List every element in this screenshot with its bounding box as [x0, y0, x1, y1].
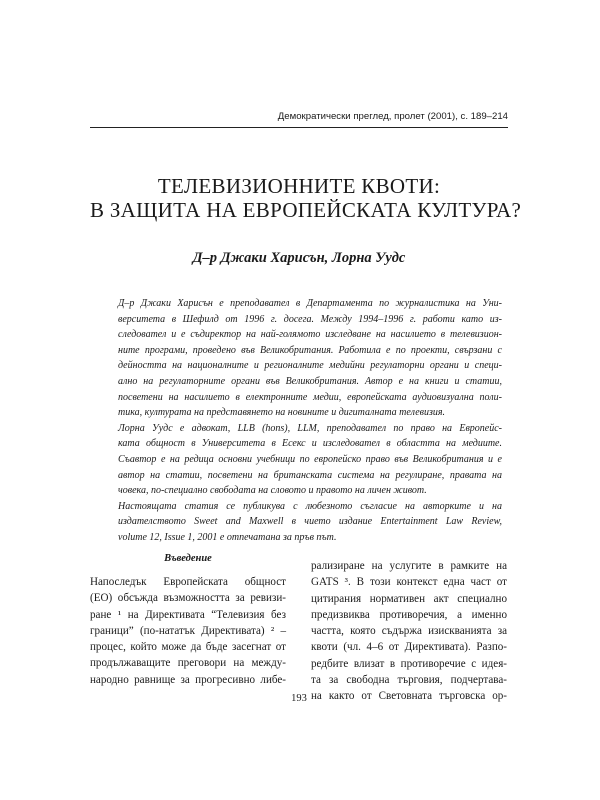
abstract-line: тика, културата на представянето на новините и дигиталната телевизия. — [118, 407, 446, 419]
abstract-line: дейността на националните и регионалните медийни регулаторни органи и специ- — [118, 360, 502, 372]
body-line: цитирания нормативен акт специално — [311, 592, 507, 605]
running-head: Демократически преглед, пролет (2001), с. 189–214 — [277, 111, 508, 122]
body-line: народно равнище за прогресивно либе- — [90, 673, 286, 686]
header-rule — [90, 127, 508, 128]
body-line: граници” (по-нататък Директивата) ² – — [90, 624, 286, 637]
abstract-line: ално на регулаторните органи във Великобритания. Автор е на книги и статии, — [118, 375, 502, 387]
body-line: редбите влизат в противоречие с идея- — [311, 657, 507, 670]
body-line: ране ¹ на Директивата “Телевизия без — [90, 608, 286, 621]
abstract-line: следовател и е съдиректор на най-голямото изследване на насилието в телевизион- — [118, 329, 502, 341]
abstract-line: верситета в Шефилд от 1996 г. досега. Между 1994–1996 г. работи като из- — [118, 313, 502, 325]
abstract-line: посветени на насилието в електронните медии, европейската аудиовизуална поли- — [118, 391, 502, 403]
article-authors: Д–р Джаки Харисън, Лорна Уудс — [192, 250, 406, 266]
abstract-line: Настоящата статия се публикува с любезното съгласие на авторките и на — [118, 500, 502, 512]
body-line: Напоследък Европейската общност — [90, 576, 286, 588]
abstract-line: ните програми, проведено във Великобритания. Работила е по проекти, свързани с — [118, 344, 502, 356]
abstract-line: автор на статии, посветени на британската система на регулиране, правата на — [118, 469, 502, 481]
body-column-left — [90, 574, 286, 688]
body-line: та за свободна търговия, подчертава- — [311, 674, 507, 687]
abstract-line: Съавтор е на редица основни учебници по европейско право във Великобритания и е — [118, 453, 502, 465]
body-column-right — [311, 558, 507, 705]
abstract-line: човека, по-специално свободата на словото и правото на личен живот. — [118, 485, 427, 497]
section-heading-introduction: Въведение — [164, 553, 212, 564]
abstract-line: volume 12, Issue 1, 2001 е отпечатана за пръв път. — [118, 531, 337, 543]
body-line: рализиране на услугите в рамките на — [311, 560, 507, 572]
page-number: 193 — [291, 693, 307, 704]
body-line: процес, който може да бъде засегнат от — [90, 641, 286, 654]
article-title-line-1: ТЕЛЕВИЗИОННИТЕ КВОТИ: — [157, 174, 441, 198]
body-line: частта, която съдържа изискванията за — [311, 625, 507, 638]
abstract-line: Д–р Джаки Харисън е преподавател в Департамента по журналистика на Уни- — [118, 298, 502, 309]
body-line: предизвиква противоречия, а именно — [311, 608, 507, 621]
body-line: (ЕО) обсъжда възможността за ревизи- — [90, 592, 286, 605]
abstract-line: издателството Sweet and Maxwell в чието издание Entertainment Law Review, — [118, 516, 502, 528]
author-abstract — [118, 296, 502, 546]
abstract-line: Лорна Уудс е адвокат, LLB (hons), LLM, преподавател по право на Европейс- — [118, 422, 502, 434]
body-line: GATS ³. В този контекст една част от — [311, 576, 507, 589]
body-line: квоти (чл. 4–6 от Директивата). Разпо- — [311, 641, 507, 654]
article-title-line-2: В ЗАЩИТА НА ЕВРОПЕЙСКАТА КУЛТУРА? — [90, 198, 522, 222]
abstract-line: ката общност в Университета в Есекс и изследовател в областта на медиите. — [118, 438, 502, 450]
body-line: на както от Световната търговска ор- — [311, 690, 507, 703]
body-line: продължаващите преговори на между- — [90, 657, 286, 670]
